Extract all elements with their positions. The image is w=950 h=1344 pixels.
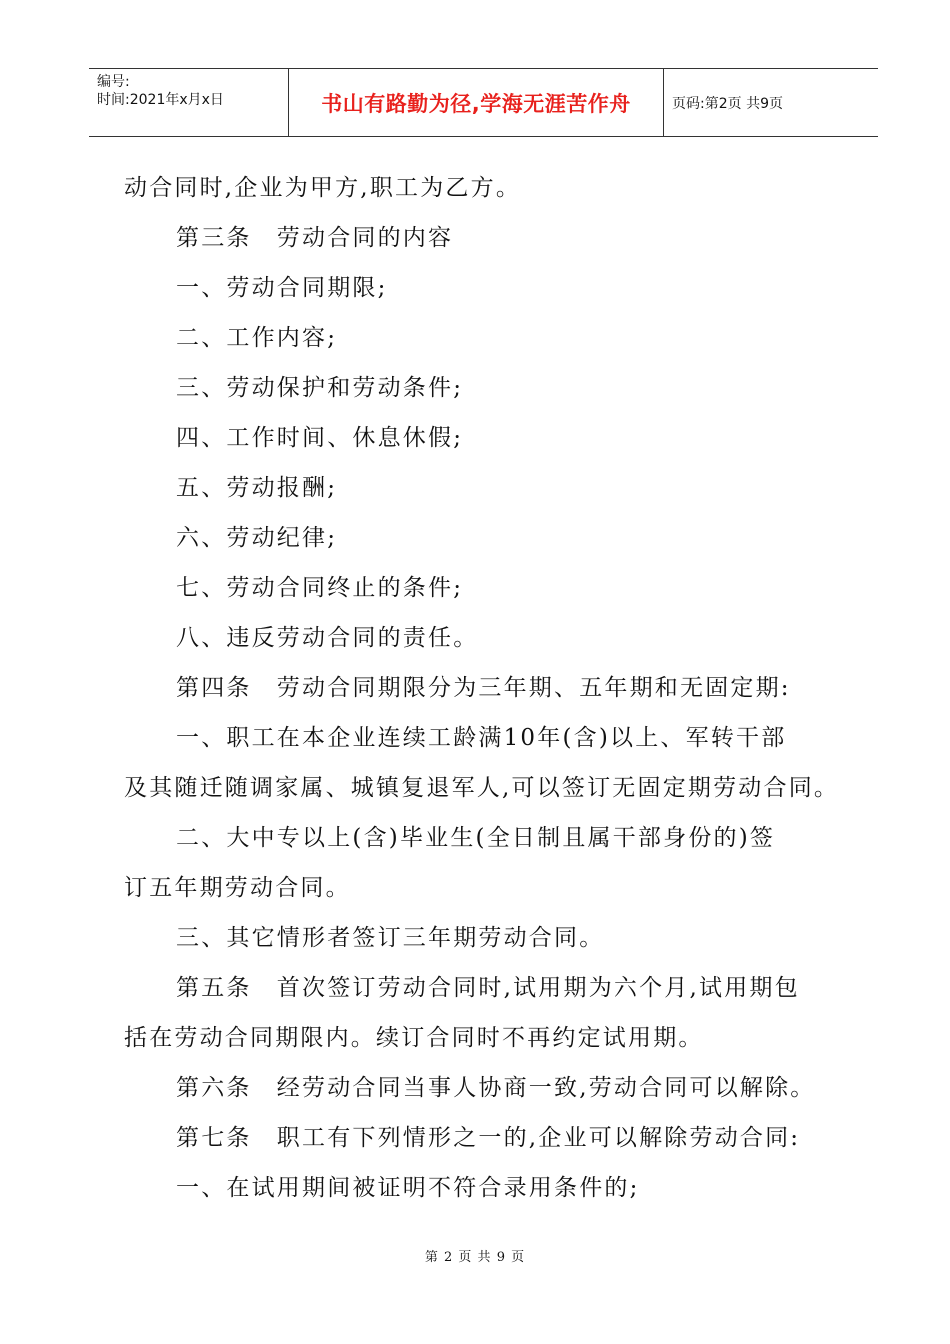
paragraph-line: 一、在试用期间被证明不符合录用条件的; bbox=[176, 1175, 640, 1201]
paragraph-line: 三、其它情形者签订三年期劳动合同。 bbox=[176, 925, 605, 951]
paragraph-line: 及其随迁随调家属、城镇复退军人,可以签订无固定期劳动合同。 bbox=[124, 775, 840, 801]
number-label: 编号: bbox=[97, 74, 130, 90]
header-motto: 书山有路勤为径,学海无涯苦作舟 bbox=[289, 69, 664, 136]
paragraph-line: 第七条 职工有下列情形之一的,企业可以解除劳动合同: bbox=[176, 1125, 801, 1151]
paragraph-line: 三、劳动保护和劳动条件; bbox=[176, 375, 464, 401]
paragraph-line: 七、劳动合同终止的条件; bbox=[176, 575, 464, 601]
paragraph-line: 第五条 首次签订劳动合同时,试用期为六个月,试用期包 bbox=[176, 975, 800, 1001]
paragraph-line: 第六条 经劳动合同当事人协商一致,劳动合同可以解除。 bbox=[176, 1075, 816, 1101]
paragraph-line: 括在劳动合同期限内。续订合同时不再约定试用期。 bbox=[124, 1025, 704, 1051]
paragraph-line: 订五年期劳动合同。 bbox=[124, 875, 351, 901]
paragraph-line: 五、劳动报酬; bbox=[176, 475, 338, 501]
paragraph-line: 四、工作时间、休息休假; bbox=[176, 425, 464, 451]
page-header bbox=[89, 68, 878, 137]
header-meta bbox=[89, 69, 289, 136]
time-label: 时间:2021年x月x日 bbox=[97, 92, 224, 108]
paragraph-line: 二、工作内容; bbox=[176, 325, 338, 351]
page-footer: 第 2 页 共 9 页 bbox=[424, 1250, 526, 1265]
paragraph-line: 第四条 劳动合同期限分为三年期、五年期和无固定期: bbox=[176, 675, 791, 701]
paragraph-line: 八、违反劳动合同的责任。 bbox=[176, 625, 479, 651]
paragraph-line: 第三条 劳动合同的内容 bbox=[176, 225, 454, 251]
paragraph-line: 二、大中专以上(含)毕业生(全日制且属干部身份的)签 bbox=[176, 825, 776, 851]
paragraph-line: 一、职工在本企业连续工龄满10年(含)以上、军转干部 bbox=[176, 725, 787, 751]
paragraph-line: 动合同时,企业为甲方,职工为乙方。 bbox=[124, 175, 522, 201]
paragraph-line: 一、劳动合同期限; bbox=[176, 275, 388, 301]
paragraph-line: 六、劳动纪律; bbox=[176, 525, 338, 551]
header-page-info: 页码:第2页 共9页 bbox=[672, 95, 783, 112]
document-body bbox=[124, 163, 854, 1213]
